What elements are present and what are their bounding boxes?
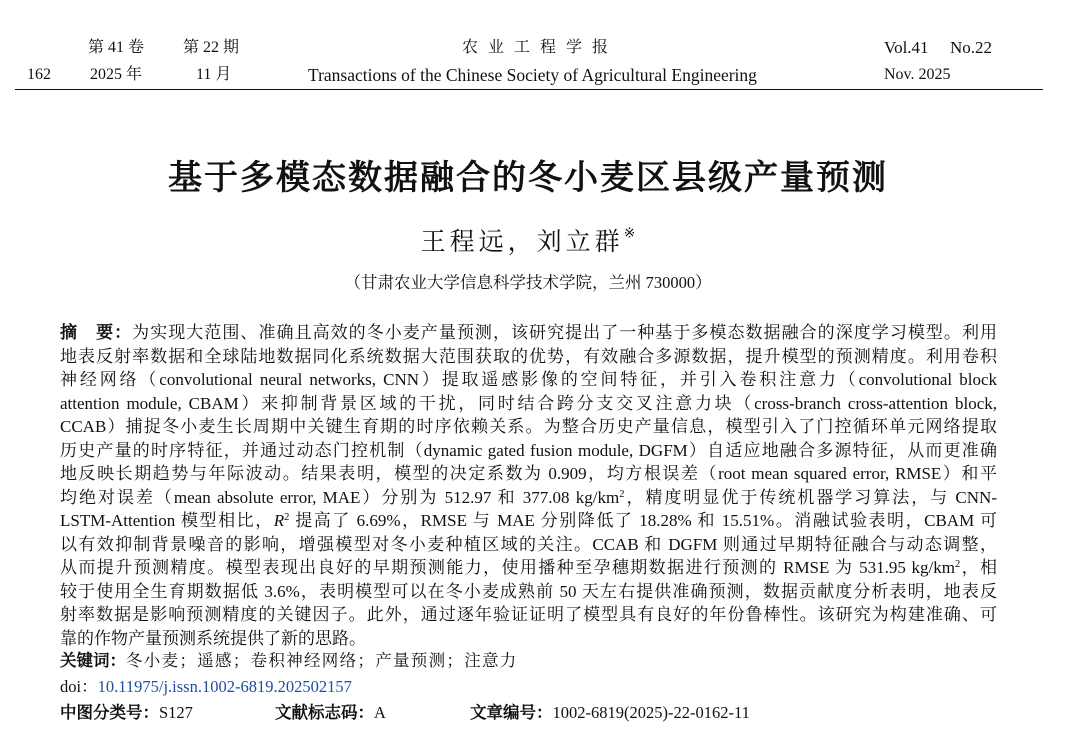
- affiliation: （甘肃农业大学信息科学技术学院，兰州 730000）: [344, 273, 712, 292]
- journal-title-en: Transactions of the Chinese Society of Agricultural Engineering: [308, 65, 757, 85]
- author-names: 王程远，刘立群: [420, 229, 624, 256]
- header-volume: 第 41 卷: [88, 39, 145, 56]
- abstract-text-segment: 均绝对误差（mean absolute error, MAE）分别为 512.97 和 377.08 kg/km: [60, 487, 620, 507]
- abstract-text-segment: 提高了 6.69%，RMSE 与 MAE 分别降低了 18.28% 和 15.51%。消融试验表明，CBAM 可: [289, 511, 998, 530]
- superscript: 2: [284, 512, 290, 524]
- header-year: 2025 年: [90, 66, 143, 83]
- clc-label: 中图分类号：: [60, 704, 159, 722]
- abstract-label: 摘 要：: [60, 323, 133, 342]
- abstract-line: [60, 603, 997, 627]
- doi-line: [60, 676, 352, 698]
- article-no-value: 1002-6819(2025)-22-0162-11: [552, 703, 750, 722]
- abstract-text-segment: CCAB）捕捉冬小麦生长周期中关键生育期的时序依赖关系。为整合历史产量信息，模型引入了门控循环单元网络提取: [60, 417, 997, 436]
- abstract-line: [60, 439, 997, 463]
- article-no-label: 文章编号：: [470, 704, 553, 722]
- doi-label: doi：: [60, 677, 98, 696]
- clc-group: [60, 702, 193, 724]
- abstract-line: [60, 509, 997, 533]
- abstract-text-segment: attention module, CBAM）来抑制背景区域的干扰，同时结合跨分支交叉注意力块（cross-branch cross-attention block,: [60, 393, 997, 413]
- abstract-text-segment: 历史产量的时序特征，并通过动态门控机制（dynamic gated fusion module, DGFM）自适应地融合多源特征，从而更准确: [60, 440, 997, 460]
- abstract-line: [60, 486, 997, 510]
- abstract-line: [60, 321, 997, 345]
- abstract-text-segment: 从而提升预测精度。模型表现出良好的早期预测能力，使用播种至孕穗期数据进行预测的 RMSE 为 531.95 kg/km: [60, 558, 955, 577]
- author-line: [0, 227, 1056, 259]
- abstract-text-segment: 神经网络（convolutional neural networks, CNN）提取遥感影像的空间特征，并引入卷积注意力（convolutional block: [60, 370, 997, 389]
- keywords-label: 关键词：: [60, 652, 126, 670]
- doc-code-group: [275, 702, 386, 724]
- abstract-line: [60, 415, 997, 439]
- header-date-en: Nov. 2025: [884, 66, 951, 83]
- abstract-block: [60, 321, 997, 650]
- abstract-text-segment: ，相: [960, 558, 997, 577]
- abstract-line: [60, 368, 997, 392]
- abstract-line: [60, 627, 997, 651]
- abstract-text-segment: ，精度明显优于传统机器学习算法，与 CNN-: [624, 487, 997, 507]
- clc-value: S127: [159, 703, 193, 722]
- journal-title-cn: 农 业 工 程 学 报: [462, 39, 612, 56]
- abstract-text-segment: 靠的作物产量预测系统提供了新的思路。: [60, 628, 366, 648]
- header-no: No.22: [950, 38, 993, 57]
- page-number: 162: [27, 66, 51, 83]
- keywords-value: 冬小麦；遥感；卷积神经网络；产量预测；注意力: [126, 651, 518, 670]
- abstract-line: [60, 462, 997, 486]
- abstract-line: [60, 580, 997, 604]
- abstract-line: [60, 533, 997, 557]
- header-issue: 第 22 期: [183, 39, 240, 56]
- superscript: 2: [619, 488, 625, 500]
- abstract-text-segment: 为实现大范围、准确且高效的冬小麦产量预测，该研究提出了一种基于多模态数据融合的深度学习模型。利用: [132, 323, 998, 342]
- author-corresponding-mark: ※: [623, 226, 636, 242]
- abstract-text-segment: R: [273, 511, 285, 530]
- abstract-line: [60, 345, 997, 369]
- abstract-text-segment: 地表反射率数据和全球陆地数据同化系统数据大范围获取的优势，有效融合多源数据，提升模型的预测精度。利用卷积: [60, 346, 997, 366]
- article-no-group: [470, 702, 750, 724]
- header-rule: [15, 89, 1043, 90]
- doc-code-value: A: [374, 703, 386, 722]
- abstract-text-segment: 射率数据是影响预测精度的关键因子。此外，通过逐年验证证明了模型具有良好的年份鲁棒性。该研究为构建准确、可: [60, 605, 997, 624]
- abstract-text-segment: LSTM-Attention 模型相比，: [60, 511, 274, 530]
- superscript: 2: [954, 559, 961, 571]
- abstract-text-segment: 以有效抑制背景噪音的影响，增强模型对冬小麦种植区域的关注。CCAB 和 DGFM 则通过早期特征融合与动态调整，: [60, 534, 997, 554]
- abstract-text-segment: 较于使用全生育期数据低 3.6%，表明模型可以在冬小麦成熟前 50 天左右提供准确预测，数据贡献度分析表明，地表反: [60, 581, 997, 601]
- doc-code-label: 文献标志码：: [275, 704, 374, 722]
- abstract-line: [60, 556, 997, 580]
- header-vol: Vol.41: [884, 38, 929, 57]
- abstract-line: [60, 392, 997, 416]
- paper-title: 基于多模态数据融合的冬小麦区县级产量预测: [168, 159, 888, 197]
- header-month: 11 月: [196, 66, 232, 83]
- keywords-line: [60, 650, 518, 672]
- abstract-text-segment: 地反映长期趋势与年际波动。结果表明，模型的决定系数为 0.909，均方根误差（root mean squared error, RMSE）和平: [60, 464, 997, 483]
- doi-link[interactable]: 10.11975/j.issn.1002-6819.202502157: [97, 677, 352, 696]
